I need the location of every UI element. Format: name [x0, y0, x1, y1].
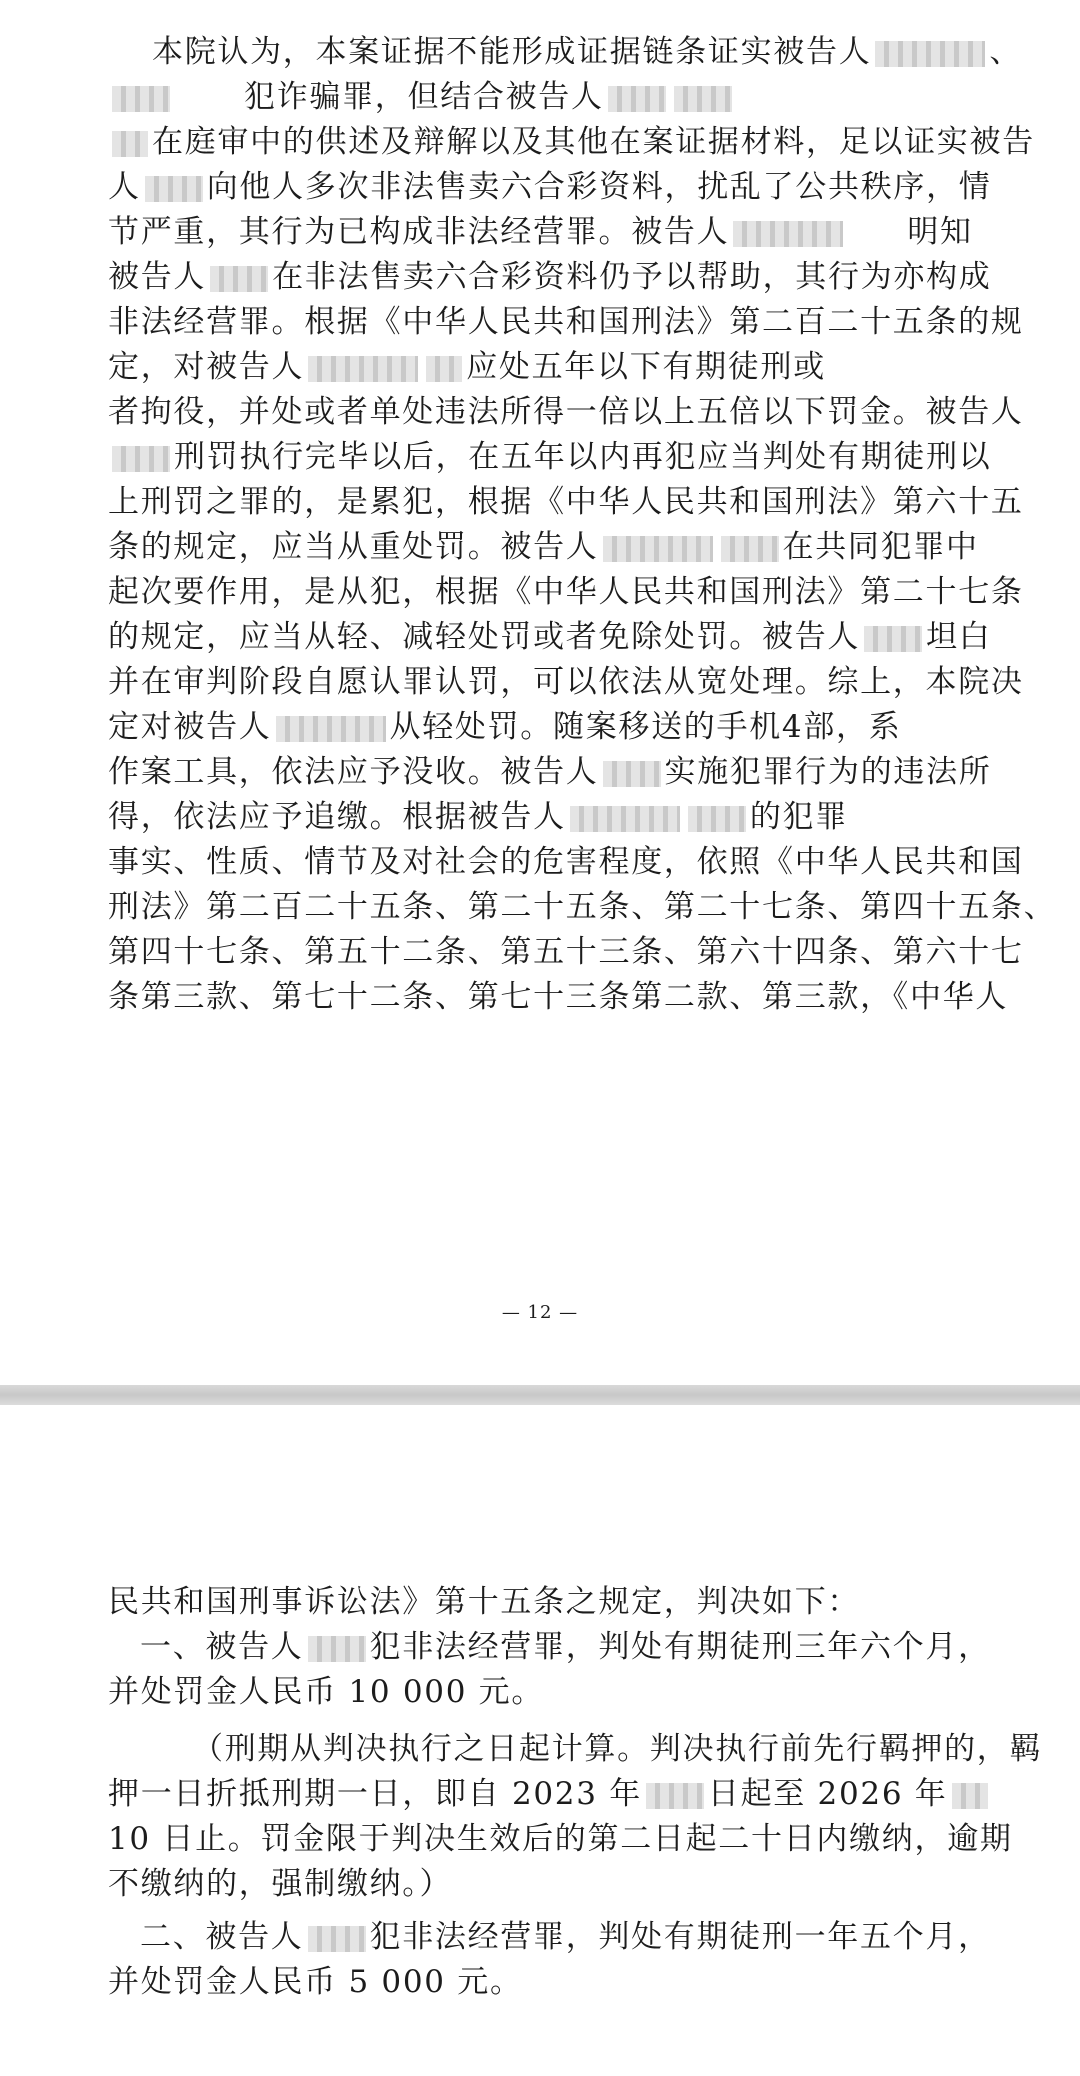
redacted-name — [570, 806, 680, 832]
text-line: 定对被告人 从轻处罚。随案移送的手机4部，系 — [108, 709, 902, 745]
text-line: 人 向他人多次非法售卖六合彩资料，扰乱了公共秩序，情 — [108, 169, 992, 205]
text-line: 并在审判阶段自愿认罪认罚，可以依法从宽处理。综上，本院决 — [108, 664, 1024, 700]
text-line: 者拘役，并处或者单处违法所得一倍以上五倍以下罚金。被告人 — [108, 394, 1024, 430]
text-line: 事实、性质、情节及对社会的危害程度，依照《中华人民共和国 — [108, 844, 1024, 880]
redacted-name — [608, 86, 666, 112]
redacted-name — [145, 176, 203, 202]
text-line: 的规定，应当从轻、减轻处罚或者免除处罚。被告人 坦白 — [108, 619, 992, 655]
text-line: 10 日止。罚金限于判决生效后的第二日起二十日内缴纳，逾期 — [108, 1821, 1013, 1857]
redacted-date — [952, 1783, 988, 1809]
redacted-name — [864, 626, 922, 652]
text-line: 在庭审中的供述及辩解以及其他在案证据材料，足以证实被告 — [108, 120, 1035, 164]
redacted-name — [603, 536, 713, 562]
text-line: 作案工具，依法应予没收。被告人 实施犯罪行为的违法所 — [108, 754, 992, 790]
redacted-name — [308, 1636, 366, 1662]
redacted-name — [276, 716, 386, 742]
redacted-name — [875, 41, 985, 67]
redacted-name — [112, 446, 170, 472]
redacted-name — [603, 761, 661, 787]
text-line: 刑罚执行完毕以后，在五年以内再犯应当判处有期徒刑以 — [108, 435, 992, 479]
text-line: 节严重，其行为已构成非法经营罪。被告人 明知 — [108, 214, 973, 250]
text-line: 不缴纳的，强制缴纳。） — [108, 1866, 453, 1902]
text-line: 条第三款、第七十二条、第七十三条第二款、第三款，《中华人 — [108, 979, 1009, 1015]
text-line: 非法经营罪。根据《中华人民共和国刑法》第二百二十五条的规 — [108, 304, 1024, 340]
redacted-name — [688, 806, 746, 832]
document-page-13 — [0, 1405, 1080, 2076]
text-line: 刑法》第二百二十五条、第二十五条、第二十七条、第四十五条、 — [108, 889, 1057, 925]
redacted-date — [646, 1783, 704, 1809]
redacted-name — [674, 86, 732, 112]
text-line: 二、被告人 犯非法经营罪，判处有期徒刑一年五个月， — [140, 1919, 991, 1955]
text-line: 得，依法应予追缴。根据被告人 的犯罪 — [108, 799, 848, 835]
text-line: 条的规定，应当从重处罚。被告人 在共同犯罪中 — [108, 529, 979, 565]
text-line: 本院认为，本案证据不能形成证据链条证实被告人 、 — [152, 34, 1023, 70]
text-line: 上刑罚之罪的，是累犯，根据《中华人民共和国刑法》第六十五 — [108, 484, 1024, 520]
text-line: 押一日折抵刑期一日，即自 2023 年 日起至 2026 年 — [108, 1772, 992, 1816]
redacted-name — [308, 1926, 366, 1952]
redacted-name — [112, 86, 170, 112]
text-line: 并处罚金人民币 5 000 元。 — [108, 1964, 523, 2000]
text-line: （刑期从判决执行之日起计算。判决执行前先行羁押的，羁 — [192, 1731, 1043, 1767]
redacted-name — [426, 356, 462, 382]
text-line: 第四十七条、第五十二条、第五十三条、第六十四条、第六十七 — [108, 934, 1024, 970]
redacted-name — [721, 536, 779, 562]
redacted-name — [210, 266, 268, 292]
text-line: 被告人 在非法售卖六合彩资料仍予以帮助，其行为亦构成 — [108, 259, 992, 295]
redacted-name — [308, 356, 418, 382]
page-separator — [0, 1385, 1080, 1405]
text-line: 犯诈骗罪，但结合被告人 — [108, 75, 736, 119]
page-number: — 12 — — [501, 1302, 579, 1323]
redacted-name — [733, 221, 843, 247]
redacted-name — [112, 131, 148, 157]
text-line: 起次要作用，是从犯，根据《中华人民共和国刑法》第二十七条 — [108, 574, 1024, 610]
text-line: 一、被告人 犯非法经营罪，判处有期徒刑三年六个月， — [140, 1629, 991, 1665]
text-line: 民共和国刑事诉讼法》第十五条之规定，判决如下： — [108, 1584, 861, 1620]
text-line: 并处罚金人民币 10 000 元。 — [108, 1674, 545, 1710]
text-line: 定，对被告人 应处五年以下有期徒刑或 — [108, 349, 826, 385]
